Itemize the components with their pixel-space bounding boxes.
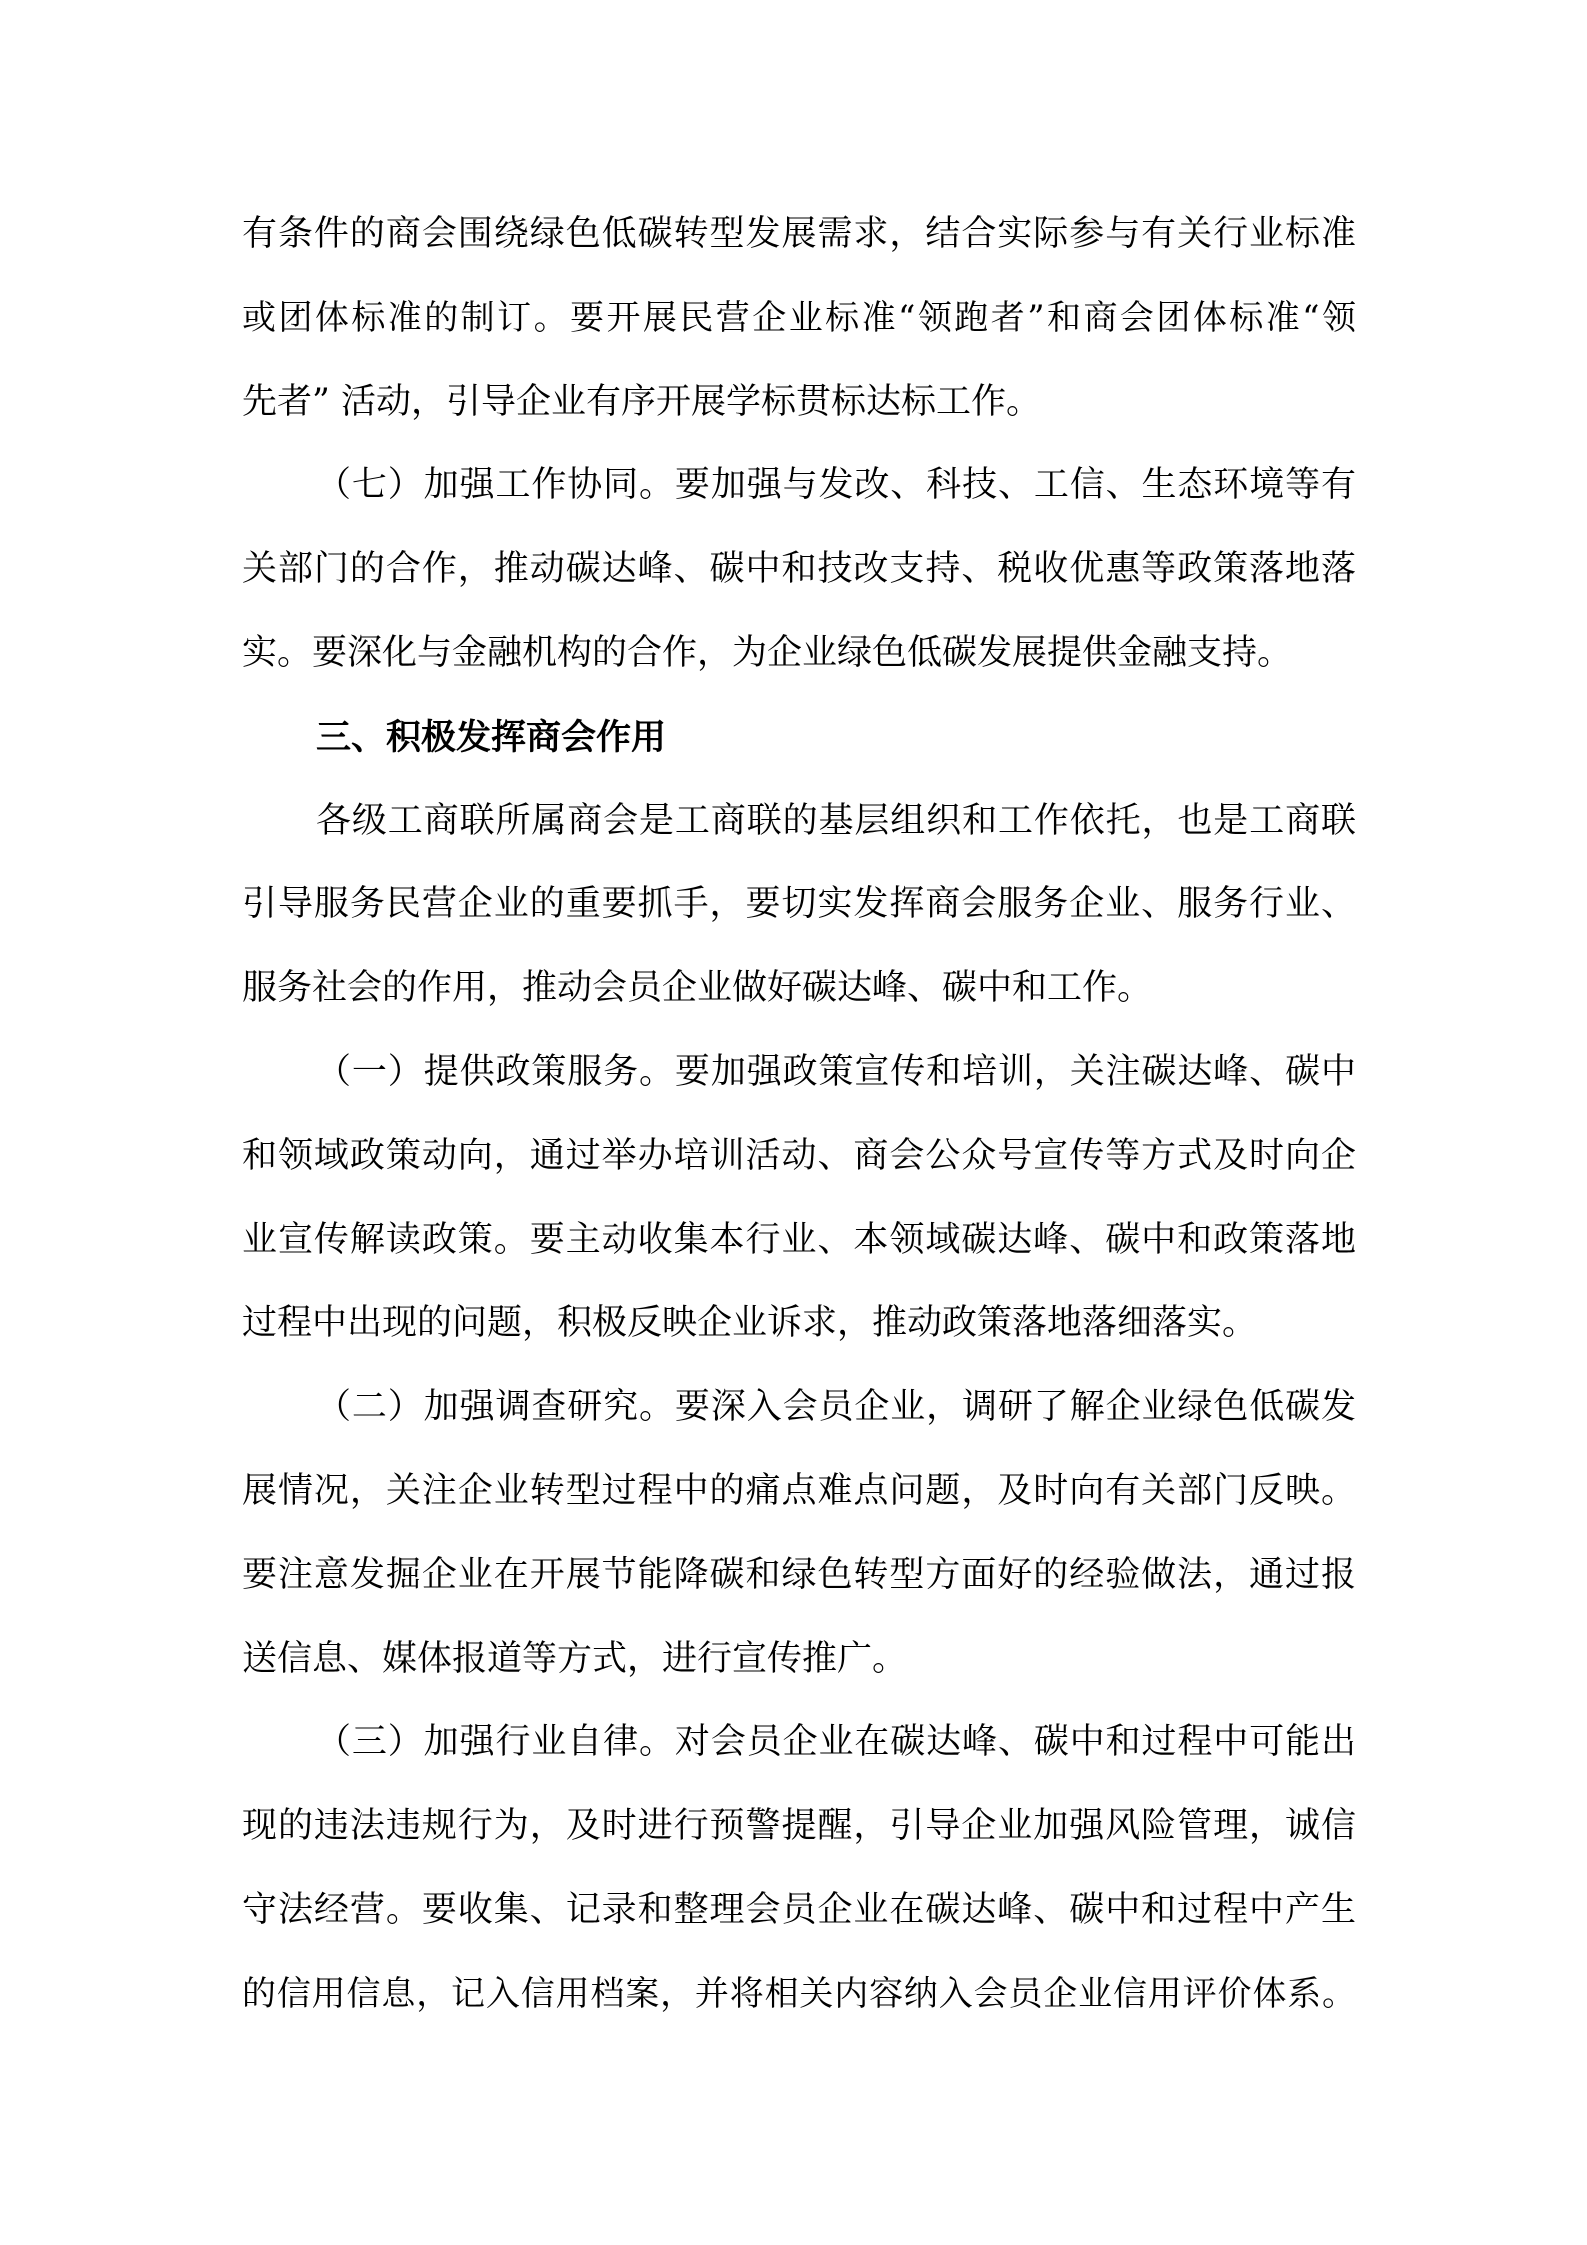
text-line: 现的违法违规行为，及时进行预警提醒，引导企业加强风险管理，诚信 <box>242 1806 1356 1847</box>
paragraph-item-2 <box>242 1366 1356 1701</box>
text-line: 关部门的合作，推动碳达峰、碳中和技改支持、税收优惠等政策落地落 <box>242 549 1356 590</box>
text-line: 的信用信息，记入信用档案，并将相关内容纳入会员企业信用评价体系。 <box>242 1973 1356 2014</box>
text-line: 或团体标准的制订。要开展民营企业标准“领跑者”和商会团体标准“领 <box>242 297 1356 338</box>
text-line: 先者” 活动，引导企业有序开展学标贯标达标工作。 <box>242 381 1042 422</box>
text-line: （三）加强行业自律。对会员企业在碳达峰、碳中和过程中可能出 <box>316 1722 1356 1763</box>
paragraph-continuation <box>242 193 1356 444</box>
text-line: （二）加强调查研究。要深入会员企业，调研了解企业绿色低碳发 <box>316 1387 1356 1428</box>
text-line: 服务社会的作用，推动会员企业做好碳达峰、碳中和工作。 <box>242 968 1153 1009</box>
section-heading: 三、积极发挥商会作用 <box>316 716 667 758</box>
text-line: （七）加强工作协同。要加强与发改、科技、工信、生态环境等有 <box>316 465 1356 506</box>
text-line: 有条件的商会围绕绿色低碳转型发展需求，结合实际参与有关行业标准 <box>242 214 1356 254</box>
paragraph-item-3 <box>242 1701 1356 2036</box>
text-line: 业宣传解读政策。要主动收集本行业、本领域碳达峰、碳中和政策落地 <box>242 1219 1356 1260</box>
text-line: 要注意发掘企业在开展节能降碳和绿色转型方面好的经验做法，通过报 <box>242 1554 1356 1595</box>
paragraph-item-7 <box>242 444 1356 695</box>
text-line: 过程中出现的问题，积极反映企业诉求，推动政策落地落细落实。 <box>242 1303 1258 1344</box>
text-line: 实。要深化与金融机构的合作，为企业绿色低碳发展提供金融支持。 <box>242 632 1293 673</box>
paragraph-intro <box>242 780 1356 1031</box>
text-line: 守法经营。要收集、记录和整理会员企业在碳达峰、碳中和过程中产生 <box>242 1889 1356 1930</box>
text-line: 和领域政策动向，通过举办培训活动、商会公众号宣传等方式及时向企 <box>242 1135 1356 1176</box>
text-line: 展情况，关注企业转型过程中的痛点难点问题，及时向有关部门反映。 <box>242 1470 1356 1511</box>
paragraph-item-1 <box>242 1031 1356 1366</box>
text-line: 各级工商联所属商会是工商联的基层组织和工作依托，也是工商联 <box>316 800 1356 841</box>
document-body <box>242 193 1356 2037</box>
text-line: （一）提供政策服务。要加强政策宣传和培训，关注碳达峰、碳中 <box>316 1051 1356 1092</box>
text-line: 送信息、媒体报道等方式，进行宣传推广。 <box>242 1638 908 1679</box>
text-line: 引导服务民营企业的重要抓手，要切实发挥商会服务企业、服务行业、 <box>242 884 1356 925</box>
